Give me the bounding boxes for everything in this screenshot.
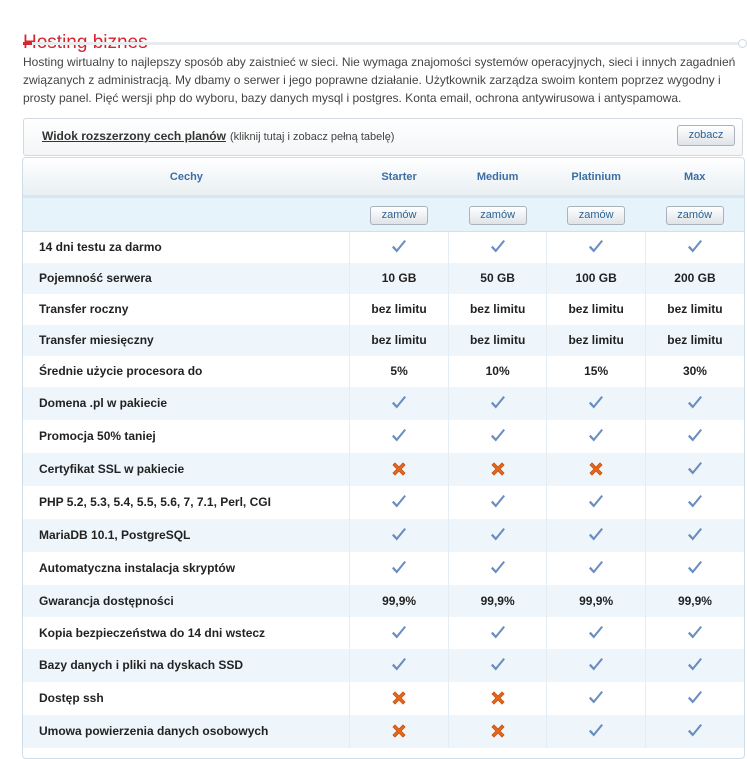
plan-value: 100 GB bbox=[547, 263, 646, 294]
plans-table-container bbox=[22, 157, 745, 759]
feature-label: Transfer roczny bbox=[23, 294, 350, 325]
order-platinium-button[interactable]: zamów bbox=[567, 206, 625, 225]
table-row bbox=[23, 585, 744, 617]
plan-cell bbox=[350, 617, 449, 649]
check-icon bbox=[587, 493, 605, 511]
feature-label: Gwarancja dostępności bbox=[23, 585, 350, 617]
check-icon bbox=[489, 238, 507, 256]
feature-label: Promocja 50% taniej bbox=[23, 420, 350, 453]
check-icon bbox=[390, 493, 408, 511]
plan-cell bbox=[448, 486, 547, 519]
check-icon bbox=[587, 238, 605, 256]
plan-cell bbox=[645, 617, 744, 649]
check-icon bbox=[686, 427, 704, 445]
check-icon bbox=[587, 394, 605, 412]
feature-label: Umowa powierzenia danych osobowych bbox=[23, 715, 350, 748]
features-table-body bbox=[23, 232, 744, 748]
check-icon bbox=[489, 394, 507, 412]
table-row bbox=[23, 325, 744, 356]
check-icon bbox=[489, 559, 507, 577]
plan-cell bbox=[645, 649, 744, 682]
plan-cell bbox=[350, 387, 449, 420]
plan-value: bez limitu bbox=[547, 294, 646, 325]
plan-value: 5% bbox=[350, 356, 449, 387]
plan-value: 200 GB bbox=[645, 263, 744, 294]
check-icon bbox=[587, 624, 605, 642]
check-icon bbox=[686, 394, 704, 412]
plan-cell bbox=[448, 519, 547, 552]
check-icon bbox=[587, 526, 605, 544]
order-max-button[interactable]: zamów bbox=[666, 206, 724, 225]
plan-cell bbox=[645, 715, 744, 748]
plans-table bbox=[23, 158, 744, 748]
cross-icon bbox=[489, 460, 507, 478]
table-row bbox=[23, 715, 744, 748]
plan-cell bbox=[645, 552, 744, 585]
plan-cell bbox=[448, 715, 547, 748]
feature-label: Transfer miesięczny bbox=[23, 325, 350, 356]
table-row bbox=[23, 387, 744, 420]
feature-label: Kopia bezpieczeństwa do 14 dni wstecz bbox=[23, 617, 350, 649]
feature-label: Certyfikat SSL w pakiecie bbox=[23, 453, 350, 486]
check-icon bbox=[587, 722, 605, 740]
check-icon bbox=[686, 656, 704, 674]
feature-label: Pojemność serwera bbox=[23, 263, 350, 294]
check-icon bbox=[489, 624, 507, 642]
title-divider-accent bbox=[23, 42, 32, 45]
plan-cell bbox=[350, 552, 449, 585]
plan-cell bbox=[547, 617, 646, 649]
order-buttons-row bbox=[23, 197, 744, 232]
feature-label: 14 dni testu za darmo bbox=[23, 232, 350, 263]
plan-cell bbox=[547, 682, 646, 715]
check-icon bbox=[390, 559, 408, 577]
table-row bbox=[23, 294, 744, 325]
plan-header-platinium: Platinium bbox=[547, 158, 646, 197]
cross-icon bbox=[390, 722, 408, 740]
table-row bbox=[23, 617, 744, 649]
plan-value: bez limitu bbox=[547, 325, 646, 356]
plan-value: 99,9% bbox=[350, 585, 449, 617]
plan-value: 99,9% bbox=[645, 585, 744, 617]
feature-label: Dostęp ssh bbox=[23, 682, 350, 715]
plan-value: bez limitu bbox=[645, 325, 744, 356]
cross-icon bbox=[489, 722, 507, 740]
plan-cell bbox=[645, 486, 744, 519]
check-icon bbox=[390, 394, 408, 412]
check-icon bbox=[587, 656, 605, 674]
feature-label: Automatyczna instalacja skryptów bbox=[23, 552, 350, 585]
plan-cell bbox=[448, 552, 547, 585]
order-row-spacer bbox=[23, 197, 350, 232]
check-icon bbox=[390, 427, 408, 445]
plan-cell bbox=[350, 649, 449, 682]
cross-icon bbox=[390, 460, 408, 478]
check-icon bbox=[686, 722, 704, 740]
plan-cell bbox=[448, 232, 547, 263]
order-starter-button[interactable]: zamów bbox=[370, 206, 428, 225]
plan-value: 10% bbox=[448, 356, 547, 387]
features-column-header: Cechy bbox=[23, 158, 350, 197]
plan-header-max: Max bbox=[645, 158, 744, 197]
cross-icon bbox=[390, 689, 408, 707]
plan-cell bbox=[350, 420, 449, 453]
order-medium-button[interactable]: zamów bbox=[469, 206, 527, 225]
plan-cell bbox=[448, 453, 547, 486]
plan-cell bbox=[350, 232, 449, 263]
cross-icon bbox=[587, 460, 605, 478]
plan-value: 99,9% bbox=[448, 585, 547, 617]
feature-label: PHP 5.2, 5.3, 5.4, 5.5, 5.6, 7, 7.1, Perl, CGI bbox=[23, 486, 350, 519]
plan-cell bbox=[448, 682, 547, 715]
plan-cell bbox=[350, 453, 449, 486]
title-divider-knob bbox=[738, 39, 747, 48]
check-icon bbox=[489, 427, 507, 445]
check-icon bbox=[587, 427, 605, 445]
plan-value: bez limitu bbox=[350, 325, 449, 356]
table-row bbox=[23, 420, 744, 453]
check-icon bbox=[587, 559, 605, 577]
plan-cell bbox=[645, 420, 744, 453]
check-icon bbox=[489, 493, 507, 511]
plan-cell bbox=[547, 420, 646, 453]
plan-value: bez limitu bbox=[645, 294, 744, 325]
plan-cell bbox=[448, 649, 547, 682]
feature-label: MariaDB 10.1, PostgreSQL bbox=[23, 519, 350, 552]
check-icon bbox=[390, 526, 408, 544]
table-row bbox=[23, 356, 744, 387]
plan-value: 10 GB bbox=[350, 263, 449, 294]
table-row bbox=[23, 519, 744, 552]
check-icon bbox=[686, 493, 704, 511]
plan-cell bbox=[448, 420, 547, 453]
plan-cell bbox=[350, 519, 449, 552]
check-icon bbox=[489, 656, 507, 674]
plan-cell bbox=[645, 453, 744, 486]
plan-header-medium: Medium bbox=[448, 158, 547, 197]
plan-cell bbox=[547, 486, 646, 519]
plan-value: 15% bbox=[547, 356, 646, 387]
check-icon bbox=[686, 238, 704, 256]
plan-cell bbox=[547, 232, 646, 263]
table-header-row bbox=[23, 158, 744, 197]
plan-cell bbox=[448, 617, 547, 649]
plan-cell bbox=[547, 649, 646, 682]
plan-cell bbox=[547, 453, 646, 486]
plan-cell bbox=[645, 519, 744, 552]
check-icon bbox=[390, 624, 408, 642]
plan-value: 30% bbox=[645, 356, 744, 387]
table-row bbox=[23, 263, 744, 294]
feature-label: Domena .pl w pakiecie bbox=[23, 387, 350, 420]
table-row bbox=[23, 552, 744, 585]
plan-value: bez limitu bbox=[448, 325, 547, 356]
plan-cell bbox=[350, 715, 449, 748]
table-row bbox=[23, 649, 744, 682]
plan-cell bbox=[645, 682, 744, 715]
cross-icon bbox=[489, 689, 507, 707]
table-row bbox=[23, 682, 744, 715]
plan-value: bez limitu bbox=[350, 294, 449, 325]
extended-view-link[interactable]: Widok rozszerzony cech planów bbox=[42, 129, 226, 143]
plan-cell bbox=[448, 387, 547, 420]
check-icon bbox=[587, 689, 605, 707]
check-icon bbox=[686, 559, 704, 577]
plan-cell bbox=[645, 387, 744, 420]
plan-cell bbox=[547, 552, 646, 585]
check-icon bbox=[390, 238, 408, 256]
plan-cell bbox=[645, 232, 744, 263]
plan-cell bbox=[547, 715, 646, 748]
check-icon bbox=[686, 624, 704, 642]
check-icon bbox=[390, 656, 408, 674]
show-full-table-button[interactable]: zobacz bbox=[677, 125, 735, 146]
check-icon bbox=[686, 460, 704, 478]
check-icon bbox=[686, 689, 704, 707]
plan-value: 50 GB bbox=[448, 263, 547, 294]
check-icon bbox=[489, 526, 507, 544]
plan-value: 99,9% bbox=[547, 585, 646, 617]
check-icon bbox=[686, 526, 704, 544]
feature-label: Bazy danych i pliki na dyskach SSD bbox=[23, 649, 350, 682]
plan-cell bbox=[547, 387, 646, 420]
feature-label: Średnie użycie procesora do bbox=[23, 356, 350, 387]
table-row bbox=[23, 486, 744, 519]
title-divider bbox=[23, 42, 741, 45]
plan-cell bbox=[547, 519, 646, 552]
plan-cell bbox=[350, 486, 449, 519]
table-row bbox=[23, 232, 744, 263]
plan-header-starter: Starter bbox=[350, 158, 449, 197]
extended-view-box bbox=[23, 118, 743, 156]
table-row bbox=[23, 453, 744, 486]
plan-value: bez limitu bbox=[448, 294, 547, 325]
extended-view-note: (kliknij tutaj i zobacz pełną tabelę) bbox=[230, 131, 395, 143]
plan-cell bbox=[350, 682, 449, 715]
intro-text: Hosting wirtualny to najlepszy sposób aby zaistnieć w sieci. Nie wymaga znajomości systemów operacyjnych, sieci i innych zagadnień związanych z administracją. My dbamy o serwer i jego poprawne działanie. Użytkownik zarządza swoim kontem poprzez wygodny i prosty panel. Pięć wersji php do wyboru, bazy danych mysql i postgres. Konta email, ochrona antywirusowa i antyspamowa. bbox=[23, 55, 736, 105]
